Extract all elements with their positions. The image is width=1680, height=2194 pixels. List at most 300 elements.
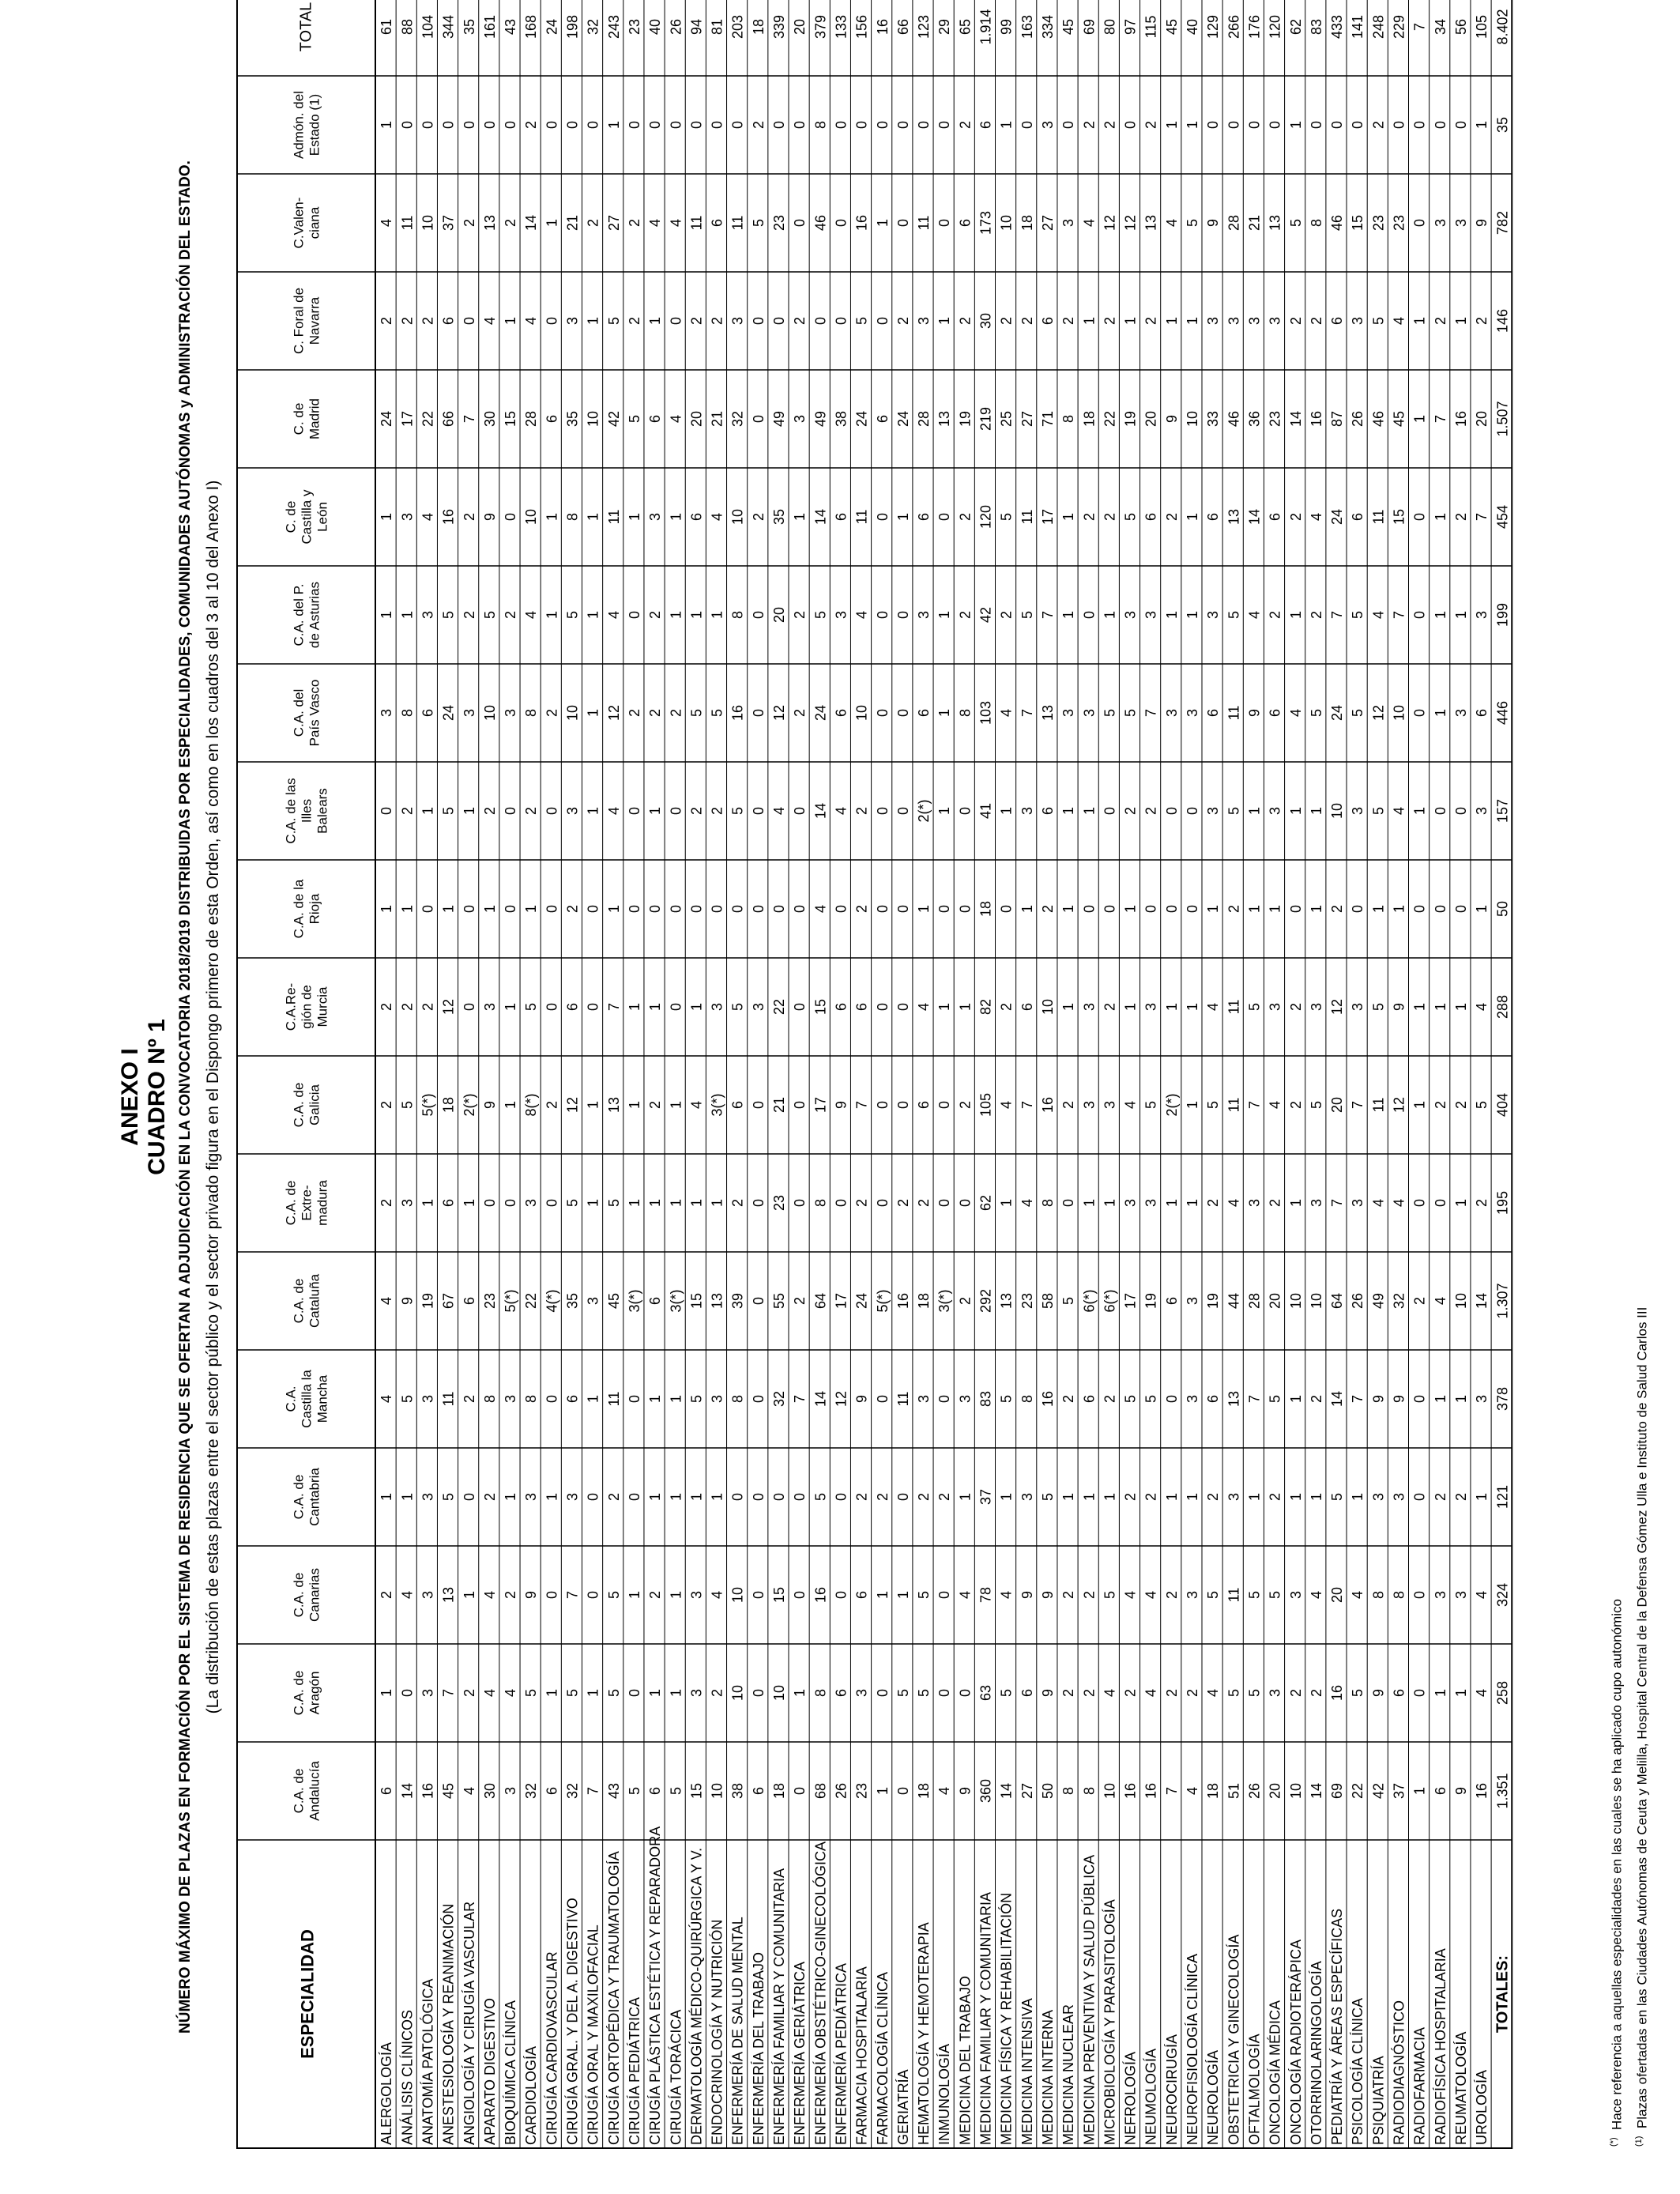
cell-value: 1 [1474,1492,1490,1502]
cell-value: 19 [957,410,974,428]
cell-value: 11 [440,1391,457,1407]
cell-value: 2 [1205,1492,1222,1502]
cell-value: 2 [420,1002,436,1012]
row-specialty-name: MEDICINA PREVENTIVA Y SALUD PÚBLICA [1081,1854,1098,2145]
footnote-text: Plazas ofertadas en las Ciudades Autónomas de Ceuta y Melilla, Hospital Central de la Defensa Gómez Ulla e Instituto de Salud Carlos III [1634,1306,1650,2129]
cell-value: 8 [1308,218,1324,228]
cell-value: 0 [936,1198,953,1208]
cell-value: 3 [420,1688,436,1698]
cell-value: 0 [1081,904,1098,914]
cell-value: 2 [1411,1296,1428,1306]
cell-value: 5 [812,610,829,620]
cell-value: 0 [792,218,808,228]
cell-value: 9 [1163,414,1180,424]
cell-value: 22 [420,410,436,428]
column-header-label: C.A. de [291,1278,307,1324]
cell-value: 1 [1370,904,1387,914]
cell-value: 7 [564,1590,581,1600]
cell-value: 7 [1246,1394,1263,1404]
cell-value: 6 [440,316,457,326]
cell-value: 0 [750,904,767,914]
cell-value: 32 [729,410,746,428]
cell-value: 14 [1246,508,1263,526]
cell-value: 13 [440,1586,457,1604]
cell-value: 0 [626,1492,642,1502]
cell-value: 20 [1143,410,1159,428]
cell-value: 0 [895,218,911,228]
cell-value: 3 [729,316,746,326]
cell-value: 10 [1102,1782,1118,1800]
cell-value: 16 [1122,1782,1139,1800]
cell-value: 18 [1019,214,1035,232]
cell-value: 9 [1391,1394,1407,1404]
row-specialty-name: CARDIOLOGÍA [523,2045,540,2145]
cell-value: 41 [977,802,994,820]
cell-value: 1 [523,904,540,914]
cell-value: 2 [379,1590,395,1600]
cell-value: 6 [1081,1394,1098,1404]
cell-value: 5 [440,806,457,816]
column-header-label: Admón. del [291,91,307,159]
cell-value: 69 [1081,18,1098,36]
cell-value: 0 [379,806,395,816]
cell-value: 3 [481,1002,498,1012]
cell-value: 0 [750,414,767,424]
cell-value: 0 [792,1002,808,1012]
column-header-label: ciana [307,206,322,239]
cell-value: 0 [585,904,601,914]
cell-value: 2 [874,1492,891,1502]
cell-value: 6 [544,1786,560,1796]
cell-value: 8 [1019,1394,1035,1404]
cell-value: 1 [668,1590,684,1600]
cell-value: 12 [771,704,787,722]
cell-value: 78 [977,1586,994,1604]
cell-value: 8 [812,120,829,130]
cell-value: 1 [1350,1492,1366,1502]
cell-value: 0 [461,316,477,326]
cell-value: 7 [440,1688,457,1698]
cell-value: 0 [461,120,477,130]
cell-value: 2 [461,1394,477,1404]
cell-value: 10 [523,508,540,526]
cell-value: 5 [523,1688,540,1698]
cell-value: 1 [1163,1002,1180,1012]
cell-value: 1 [379,512,395,522]
cell-value: 3 [1019,1492,1035,1502]
cell-value: 7 [1350,1100,1366,1110]
cell-value: 0 [1432,904,1448,914]
row-specialty-name: ENFERMERÍA OBSTÉTRICO-GINECOLÓGICA [812,1841,829,2145]
cell-value: 2 [1102,316,1118,326]
cell-value: 24 [812,704,829,722]
cell-value: 2 [1267,610,1283,620]
cell-value: 10 [1391,704,1407,722]
row-specialty-name: UROLOGÍA [1474,2069,1490,2145]
cell-value: 4 [1185,1786,1200,1796]
cell-value: 2 [1102,1394,1118,1404]
cell-value: 2 [792,708,808,718]
cell-value: 2 [461,1688,477,1698]
cell-value: 11 [1226,999,1242,1015]
cell-value: 1 [420,806,436,816]
cell-value: 6 [420,708,436,718]
document-subtitle: (La distribución de estas plazas entre el sector público y el sector privado figura en el Dispongo primero de esta Orden, así como en los cuadros del 3 al 10 del Anexo I) [204,480,222,1714]
cell-value: 3 [1226,1492,1242,1502]
total-value: 404 [1494,1092,1511,1118]
row-specialty-name: CIRUGÍA ORTOPÉDICA Y TRAUMATOLOGÍA [605,1851,622,2145]
cell-value: 4 [916,1002,932,1012]
cell-value: 2 [1143,316,1159,326]
cell-value: 12 [1329,998,1346,1016]
cell-value: 1 [399,610,416,620]
row-specialty-name: CIRUGÍA CARDIOVASCULAR [544,1951,560,2145]
cell-value: 16 [1308,410,1324,428]
cell-value: 133 [833,14,849,40]
column-header-label: Navarra [307,296,322,345]
cell-value: 0 [420,120,436,130]
cell-value: 23 [771,214,787,232]
cell-value: 32 [585,18,601,36]
total-value: 454 [1494,504,1511,530]
cell-value: 35 [564,410,581,428]
cell-value: 3 [1474,610,1490,620]
cell-value: 1 [668,1688,684,1698]
cell-value: 0 [750,316,767,326]
cell-value: 3 [420,610,436,620]
column-header-label: C.A. [283,1385,299,1412]
column-header-label: C.A. del P. [291,583,307,647]
cell-value: 248 [1370,14,1387,40]
cell-value: 0 [936,218,953,228]
cell-value: 3 [647,512,664,522]
row-specialty-name: NEUROLOGÍA [1205,2049,1222,2145]
cell-value: 2 [1226,904,1242,914]
cell-value: 2 [895,316,911,326]
cell-value: 1 [1287,806,1304,816]
cell-value: 0 [1019,120,1035,130]
cell-value: 1 [1019,904,1035,914]
cell-value: 22 [771,998,787,1016]
cell-value: 97 [1122,18,1139,36]
cell-value: 1 [957,1002,974,1012]
cell-value: 0 [750,1492,767,1502]
column-header-label: de Asturias [307,581,322,649]
cell-value: 4 [1308,1590,1324,1600]
cell-value: 3 [1452,1590,1469,1600]
cell-value: 4 [420,512,436,522]
cell-value: 1 [1060,1492,1077,1502]
cell-value: 0 [729,120,746,130]
cell-value: 1 [1185,512,1200,522]
cell-value: 65 [957,18,974,36]
cell-value: 5 [729,806,746,816]
cell-value: 6 [833,1002,849,1012]
cell-value: 16 [874,18,891,36]
cell-value: 4 [1287,708,1304,718]
cell-value: 0 [626,610,642,620]
cell-value: 3 [564,806,581,816]
cell-value: 3 [916,610,932,620]
cell-value: 1 [1411,1002,1428,1012]
row-specialty-name: ONCOLOGÍA RADIOTERÁPICA [1287,1939,1304,2145]
column-header-label: C.Valen- [291,197,307,249]
column-header-label: Galicia [307,1084,322,1125]
cell-value: 5 [605,1590,622,1600]
cell-value: 0 [1432,806,1448,816]
cell-value: 9 [1391,1002,1407,1012]
cell-value: 71 [1039,410,1056,428]
cell-value: 12 [1391,1096,1407,1114]
cell-value: 6 [1039,316,1056,326]
cell-value: 4 [605,806,622,816]
cell-value: 6 [1039,806,1056,816]
cell-value: 5 [440,1492,457,1502]
cell-value: 1 [668,610,684,620]
cell-value: 6 [833,708,849,718]
cell-value: 7 [605,1002,622,1012]
cell-value: 2 [750,120,767,130]
cell-value: 3 [399,1198,416,1208]
cell-value: 26 [668,18,684,36]
cell-value: 0 [1432,1198,1448,1208]
cell-value: 45 [1060,18,1077,36]
cell-value: 4 [957,1590,974,1600]
cell-value: 2 [1267,1492,1283,1502]
cell-value: 20 [1329,1096,1346,1114]
footnote-marker: (1) [1634,2136,1644,2147]
cell-value: 2 [1452,1492,1469,1502]
cell-value: 6 [916,708,932,718]
cell-value: 16 [1452,410,1469,428]
cell-value: 1 [647,1394,664,1404]
cell-value: 1 [585,316,601,326]
column-header-label: C.A. de [291,1670,307,1716]
cell-value: 62 [977,1194,994,1212]
cell-value: 0 [585,1002,601,1012]
cell-value: 2 [420,316,436,326]
row-specialty-name: CIRUGÍA PLÁSTICA ESTÉTICA Y REPARADORA [647,1826,664,2145]
cell-value: 1 [544,1688,560,1698]
cell-value: 0 [1411,1688,1428,1698]
cell-value: 0 [1411,1492,1428,1502]
cell-value: 0 [792,806,808,816]
cell-value: 1 [1163,316,1180,326]
cell-value: 1 [1267,904,1283,914]
cell-value: 0 [750,610,767,620]
cell-value: 2 [1432,1492,1448,1502]
cell-value: 0 [874,1002,891,1012]
cell-value: 229 [1391,14,1407,40]
cell-value: 1 [626,1590,642,1600]
cell-value: 3 [1122,610,1139,620]
cell-value: 3 [1185,708,1200,718]
cell-value: 1 [936,806,953,816]
cell-value: 0 [1411,1198,1428,1208]
cell-value: 2 [1205,1198,1222,1208]
cell-value: 0 [544,806,560,816]
column-header-label: León [315,502,330,532]
cell-value: 15 [771,1586,787,1604]
cell-value: 26 [833,1782,849,1800]
cell-value: 0 [792,120,808,130]
cell-value: 1 [379,1688,395,1698]
cell-value: 3 [1185,1394,1200,1404]
cell-value: 16 [1474,1782,1490,1800]
cell-value: 15 [1391,508,1407,526]
cell-value: 4 [1246,610,1263,620]
cell-value: 4 [523,316,540,326]
cell-value: 433 [1329,14,1346,40]
cell-value: 0 [833,218,849,228]
cell-value: 6 [916,512,932,522]
cell-value: 4 [1205,1002,1222,1012]
cell-value: 19 [1143,1292,1159,1310]
cell-value: 0 [874,610,891,620]
cell-value: 3 [709,1002,725,1012]
cell-value: 7 [585,1786,601,1796]
cell-value: 4 [461,1786,477,1796]
cell-value: 0 [729,904,746,914]
cell-value: 0 [626,1688,642,1698]
cell-value: 11 [399,215,416,231]
cell-value: 1 [874,218,891,228]
cell-value: 4 [1122,1590,1139,1600]
row-specialty-name: HEMATOLOGÍA Y HEMOTERAPIA [916,1922,932,2145]
cell-value: 0 [461,1002,477,1012]
cell-value: 2 [1287,316,1304,326]
cell-value: 2 [957,1100,974,1110]
cell-value: 4 [1350,1590,1366,1600]
cell-value: 2 [1122,1492,1139,1502]
cell-value: 30 [481,410,498,428]
cell-value: 4 [1205,1688,1222,1698]
cell-value: 1 [792,512,808,522]
cell-value: 8 [399,708,416,718]
column-header-label: Madrid [307,398,322,439]
cell-value: 4 [1391,316,1407,326]
total-value: 288 [1494,994,1511,1020]
cell-value: 3 [523,1492,540,1502]
cell-value: 3 [1143,610,1159,620]
cell-value: 12 [440,998,457,1016]
cell-value: 1 [688,610,705,620]
cell-value: 0 [750,1198,767,1208]
cell-value: 20 [1329,1586,1346,1604]
cell-value: 2 [1081,1688,1098,1698]
cell-value: 4 [771,806,787,816]
cell-value: 0 [668,1002,684,1012]
cell-value: 0 [688,904,705,914]
cell-value: 1 [647,806,664,816]
cell-value: 3 [1081,1100,1098,1110]
cell-value: 6 [750,1786,767,1796]
cell-value: 0 [957,1688,974,1698]
cell-value: 2 [1452,1100,1469,1110]
cell-value: 3 [1163,708,1180,718]
row-specialty-name: FARMACIA HOSPITALARIA [853,1966,870,2145]
cell-value: 83 [977,1390,994,1408]
cell-value: 2 [379,316,395,326]
cell-value: 6 [833,512,849,522]
cell-value: 6 [379,1786,395,1796]
table-number: CUADRO Nº 1 [144,1019,170,1175]
cell-value: 2 [957,1296,974,1306]
cell-value: 8 [1081,1786,1098,1796]
cell-value: 2 [1102,1002,1118,1012]
cell-value: 10 [729,1684,746,1702]
cell-value: 5(*) [874,1289,891,1313]
cell-value: 3 [1122,1198,1139,1208]
cell-value: 5 [1185,218,1200,228]
cell-value: 1 [1246,806,1263,816]
cell-value: 10 [1287,1782,1304,1800]
cell-value: 7 [1329,1198,1346,1208]
cell-value: 9 [833,1100,849,1110]
cell-value: 64 [812,1292,829,1310]
cell-value: 0 [1411,1394,1428,1404]
cell-value: 3 [1267,1688,1283,1698]
cell-value: 17 [812,1096,829,1114]
cell-value: 161 [481,14,498,40]
cell-value: 5 [605,1688,622,1698]
cell-value: 4 [668,414,684,424]
cell-value: 28 [523,410,540,428]
total-value: 157 [1494,798,1511,824]
cell-value: 24 [895,410,911,428]
cell-value: 2 [399,1002,416,1012]
cell-value: 30 [481,1782,498,1800]
cell-value: 8 [812,1198,829,1208]
column-header-label: madura [315,1180,330,1226]
footnote-admon [1634,1307,1651,2147]
cell-value: 5 [1122,708,1139,718]
cell-value: 2 [379,1100,395,1110]
cell-value: 2 [1019,316,1035,326]
total-value: 258 [1494,1680,1511,1706]
cell-value: 20 [1267,1292,1283,1310]
cell-value: 0 [833,1198,849,1208]
cell-value: 1 [1452,316,1469,326]
cell-value: 23 [1391,214,1407,232]
cell-value: 14 [523,214,540,232]
column-header-label: C.A. de [291,1572,307,1618]
cell-value: 1 [1411,1100,1428,1110]
cell-value: 5 [1370,806,1387,816]
cell-value: 3 [1370,1492,1387,1502]
cell-value: 20 [771,606,787,624]
row-specialty-name: RADIOFARMACIA [1411,2026,1428,2145]
cell-value: 3 [688,1590,705,1600]
cell-value: 3 [1205,610,1222,620]
cell-value: 1 [585,806,601,816]
cell-value: 0 [1185,904,1200,914]
column-header-label: C.A. de la [291,879,307,939]
cell-value: 5 [1122,1394,1139,1404]
total-value: 199 [1494,602,1511,628]
cell-value: 1 [626,1198,642,1208]
cell-value: 1 [1102,1492,1118,1502]
cell-value: 5 [1308,708,1324,718]
cell-value: 1.914 [977,9,994,45]
cell-value: 3 [833,610,849,620]
cell-value: 0 [957,904,974,914]
cell-value: 46 [1329,214,1346,232]
cell-value: 0 [544,904,560,914]
cell-value: 2 [1185,1688,1200,1698]
cell-value: 0 [1163,904,1180,914]
cell-value: 7 [1143,708,1159,718]
